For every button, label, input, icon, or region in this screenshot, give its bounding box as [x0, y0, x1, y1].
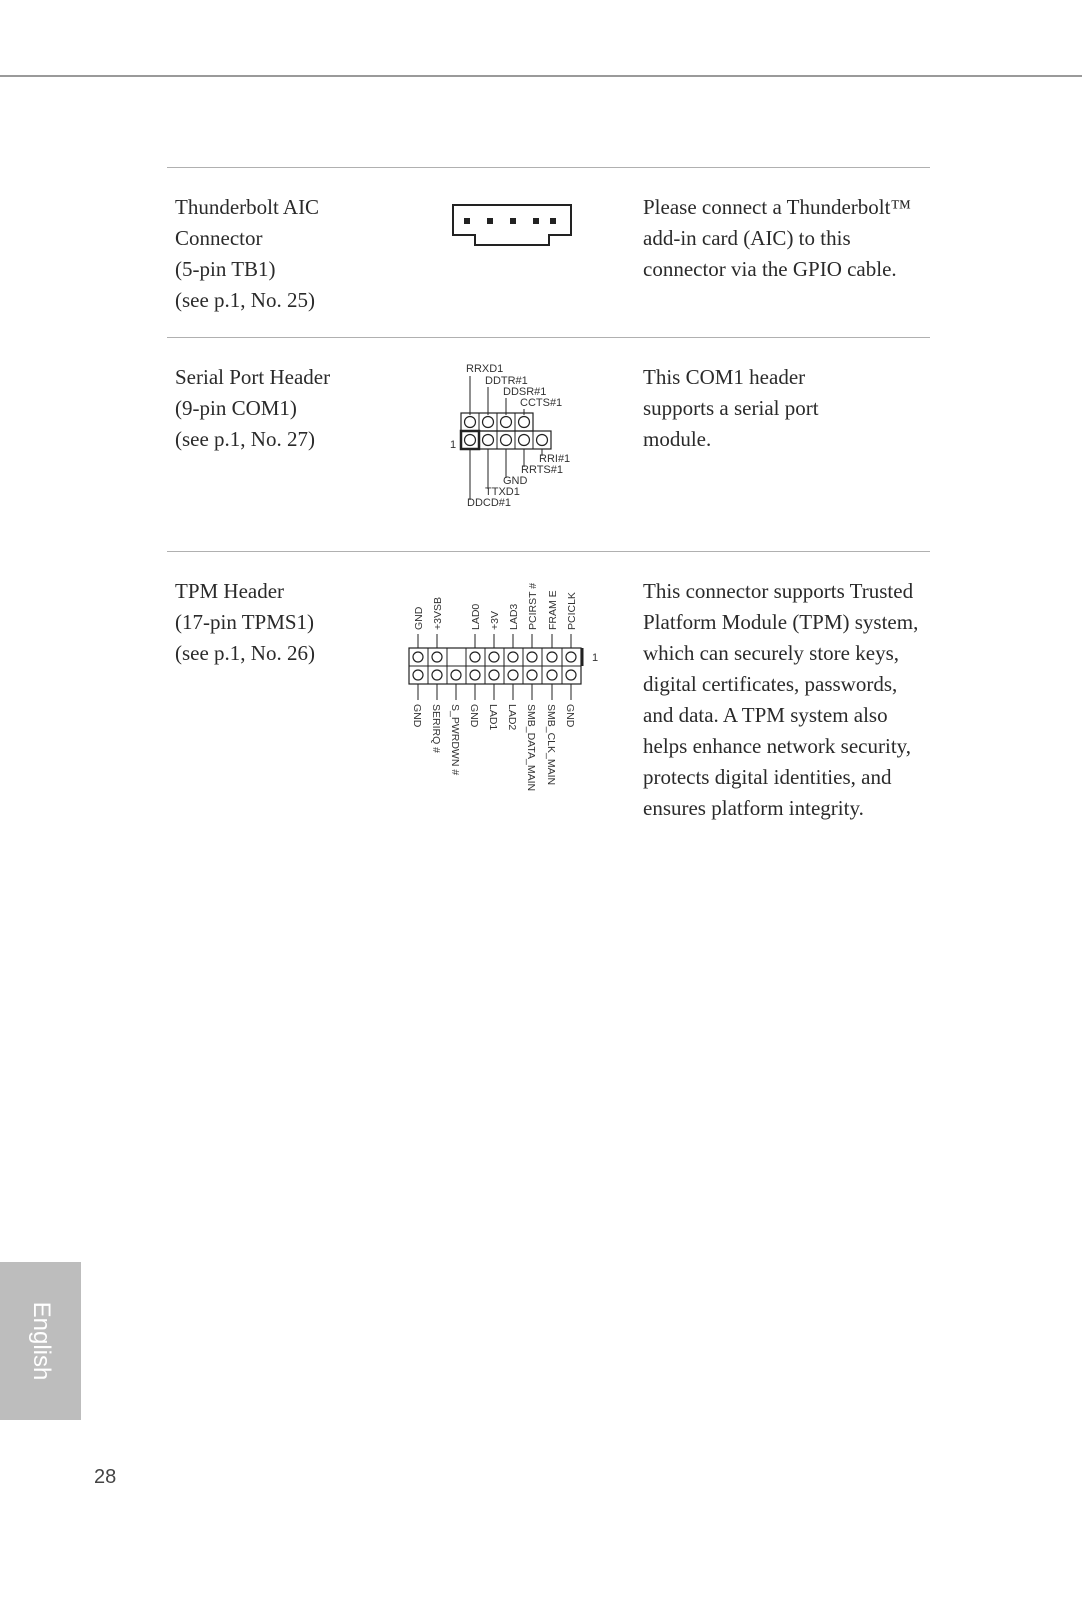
section-divider [167, 167, 930, 168]
section-divider [167, 337, 930, 338]
pin-label: +3V [489, 611, 501, 630]
pin-label: S_PWRDWN # [449, 704, 461, 776]
pin-label: RRXD1 [466, 363, 504, 375]
language-tab-label: English [27, 1301, 55, 1381]
serial-port-diagram [440, 360, 600, 515]
pin-1-marker: 1 [450, 439, 457, 451]
pin-label: PCICLK [566, 592, 578, 630]
pin-label: GND [564, 704, 576, 728]
language-tab [0, 1262, 81, 1420]
serial-port-description: This COM1 header supports a serial port module. [643, 365, 819, 451]
page-number: 28 [94, 1466, 117, 1488]
pin-label: LAD0 [470, 603, 482, 630]
section-divider [167, 551, 930, 552]
pin-label: GND [503, 475, 528, 487]
pin-label: SERIRQ # [430, 704, 442, 754]
pin-label: TTXD1 [485, 486, 520, 498]
pin-label: LAD1 [487, 704, 499, 731]
pin-label: GND [413, 606, 425, 630]
thunderbolt-description: Please connect a Thunderbolt™ add-in card (AIC) to this connector via the GPIO cable. [643, 195, 912, 281]
pin-label: FRAM E [547, 590, 559, 630]
pin-label: SMB_CLK_MAIN [545, 704, 557, 786]
pin-label: DDTR#1 [485, 375, 528, 387]
pin-label: RRI#1 [539, 453, 571, 465]
pin-label: DDCD#1 [467, 497, 512, 509]
pin-label: LAD3 [508, 603, 520, 630]
pin-label: GND [411, 704, 423, 728]
tpm-label: TPM Header (17-pin TPMS1) (see p.1, No. 26) [175, 579, 315, 665]
pin-1-marker: 1 [592, 652, 599, 664]
pin-label: DDSR#1 [503, 386, 547, 398]
thunderbolt-label: Thunderbolt AIC Connector (5-pin TB1) (see p.1, No. 25) [175, 195, 320, 312]
pin-label: SMB_DATA_MAIN [525, 704, 537, 792]
pin-label: +3VSB [432, 597, 444, 630]
tpm-header-diagram [400, 580, 610, 805]
thunderbolt-connector-diagram [448, 200, 578, 252]
serial-port-label: Serial Port Header (9-pin COM1) (see p.1, No. 27) [175, 365, 331, 451]
pin-label: PCIRST # [527, 582, 539, 630]
pin-label: RRTS#1 [521, 464, 563, 476]
pin-label: LAD2 [506, 704, 518, 731]
pin-label: GND [468, 704, 480, 728]
top-rule [0, 75, 1082, 77]
tpm-description: This connector supports Trusted Platform Module (TPM) system, which can securely store keys, digital certificates, passwords, and data. A TPM system also helps enhance network security, protects digital identities, and ensures platform integrity. [643, 579, 919, 820]
pin-label: CCTS#1 [520, 397, 563, 409]
